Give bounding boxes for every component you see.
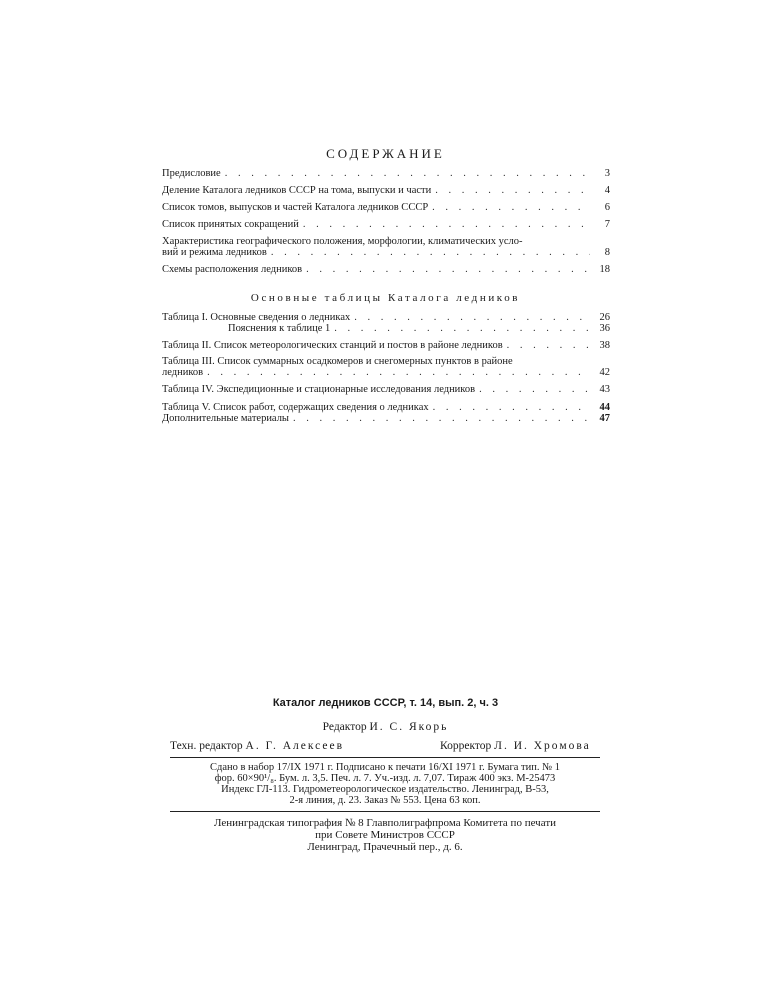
print-line: фор. 60×90¹/₈. Бум. л. 3,5. Печ. л. 7. Уч.-изд. л. 7,07. Тираж 400 экз. М-25473 bbox=[214, 773, 556, 784]
tech-editor-name: А. Г. Алексеев bbox=[245, 740, 345, 752]
editor-line bbox=[0, 721, 771, 733]
toc-item[interactable] bbox=[162, 185, 610, 196]
tables-subheading: Основные таблицы Каталога ледников bbox=[250, 292, 521, 304]
press-line: Ленинградская типография № 8 Главполиграфпрома Комитета по печати bbox=[213, 817, 557, 829]
toc-item-label: Таблица I. Основные сведения о ледниках bbox=[162, 312, 351, 323]
toc-item-label: Схемы расположения ледников bbox=[162, 264, 303, 275]
toc-item bbox=[162, 247, 610, 258]
leader-dots bbox=[479, 384, 590, 395]
leader-dots bbox=[354, 312, 590, 323]
toc-title: СОДЕРЖАНИЕ bbox=[326, 146, 445, 161]
toc-item[interactable] bbox=[162, 413, 610, 424]
print-line: Индекс ГЛ-113. Гидрометеорологическое издательство. Ленинград, В-53, bbox=[221, 784, 549, 795]
toc-item-label: Пояснения к таблице 1 bbox=[228, 323, 331, 334]
toc-item[interactable] bbox=[162, 384, 610, 395]
toc-item-page: 3 bbox=[604, 168, 610, 179]
leader-dots bbox=[334, 323, 590, 334]
tech-editor-line bbox=[170, 740, 344, 752]
toc-item-page: 43 bbox=[599, 384, 610, 395]
toc-item-label: Таблица II. Список метеорологических станций и постов в районе ледников bbox=[162, 340, 503, 351]
toc-item[interactable] bbox=[162, 323, 610, 334]
toc-item-label: Список принятых сокращений bbox=[162, 219, 299, 230]
toc-item-label: ледников bbox=[162, 367, 204, 378]
toc-item-page: 26 bbox=[599, 312, 610, 323]
toc-item bbox=[162, 367, 610, 378]
toc-item-label-line1: Характеристика географического положения, морфологии, климатических усло- bbox=[162, 236, 523, 247]
editor-name: И. С. Якорь bbox=[369, 721, 449, 733]
toc-item-label: Таблица V. Список работ, содержащих сведения о ледниках bbox=[162, 402, 429, 413]
toc-item-label: Дополнительные материалы bbox=[162, 413, 289, 424]
corrector-name: Л. И. Хромова bbox=[494, 740, 591, 752]
print-line: Сдано в набор 17/IX 1971 г. Подписано к печати 16/XI 1971 г. Бумага тип. № 1 bbox=[209, 762, 561, 773]
toc-item-page: 38 bbox=[599, 340, 610, 351]
toc-item[interactable] bbox=[162, 219, 610, 230]
toc-item[interactable] bbox=[162, 340, 610, 351]
toc-item-page: 44 bbox=[599, 402, 610, 413]
toc-item-page: 47 bbox=[599, 413, 610, 424]
toc-item-page: 8 bbox=[604, 247, 610, 258]
leader-dots bbox=[225, 168, 590, 179]
toc-item[interactable] bbox=[162, 202, 610, 213]
toc-item-page: 4 bbox=[604, 185, 610, 196]
toc-item[interactable] bbox=[162, 168, 610, 179]
toc-item-label: Таблица IV. Экспедиционные и стационарные исследования ледников bbox=[162, 384, 476, 395]
leader-dots bbox=[293, 413, 590, 424]
toc-item[interactable] bbox=[162, 312, 610, 323]
book-title: Каталог ледников СССР, т. 14, вып. 2, ч. 3 bbox=[272, 697, 499, 709]
toc-item[interactable] bbox=[162, 264, 610, 275]
toc-item-label-line1: Таблица III. Список суммарных осадкомеров и снегомерных пунктов в районе bbox=[162, 356, 513, 367]
toc-item-page: 36 bbox=[599, 323, 610, 334]
leader-dots bbox=[433, 402, 590, 413]
toc-item-page: 6 bbox=[604, 202, 610, 213]
toc-item-label: Список томов, выпусков и частей Каталога ледников СССР bbox=[162, 202, 429, 213]
print-line: 2-я линия, д. 23. Заказ № 553. Цена 63 коп. bbox=[289, 795, 481, 806]
leader-dots bbox=[507, 340, 590, 351]
leader-dots bbox=[207, 367, 590, 378]
press-line: при Совете Министров СССР bbox=[315, 829, 455, 841]
press-line: Ленинград, Прачечный пер., д. 6. bbox=[307, 841, 463, 853]
leader-dots bbox=[271, 247, 590, 258]
leader-dots bbox=[435, 185, 590, 196]
divider bbox=[170, 757, 600, 758]
toc-item-label: Деление Каталога ледников СССР на тома, выпуски и части bbox=[162, 185, 432, 196]
divider bbox=[170, 811, 600, 812]
toc-item-page: 42 bbox=[599, 367, 610, 378]
editor-label: Редактор bbox=[322, 721, 367, 733]
toc-item[interactable] bbox=[162, 402, 610, 413]
tech-editor-label: Техн. редактор bbox=[170, 740, 243, 752]
leader-dots bbox=[303, 219, 590, 230]
toc-item-label: вий и режима ледников bbox=[162, 247, 267, 258]
corrector-label: Корректор bbox=[440, 740, 492, 752]
leader-dots bbox=[432, 202, 590, 213]
leader-dots bbox=[306, 264, 590, 275]
toc-item-page: 18 bbox=[599, 264, 610, 275]
toc-item-label: Предисловие bbox=[162, 168, 221, 179]
corrector-line bbox=[440, 740, 591, 752]
toc-item-page: 7 bbox=[604, 219, 610, 230]
